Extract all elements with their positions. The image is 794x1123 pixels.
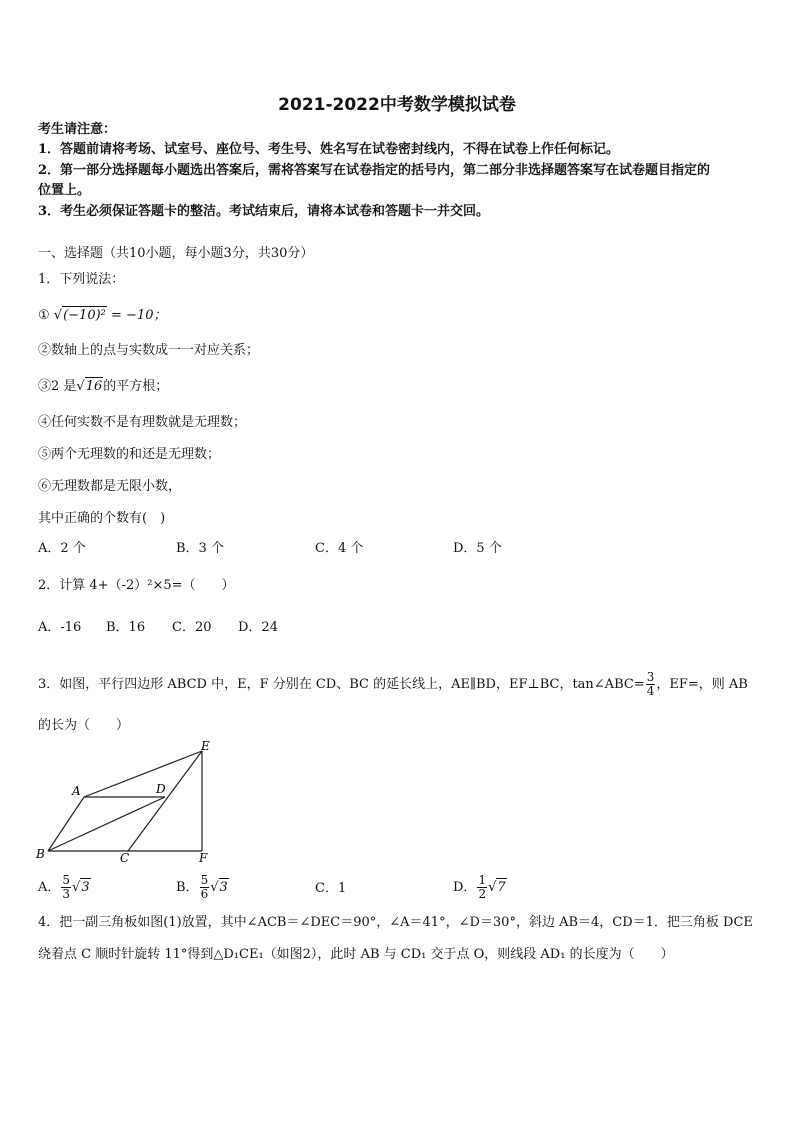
q4-line-1: 4．把一副三角板如图(1)放置，其中∠ACB＝∠DEC＝90°，∠A＝41°，∠D＝30°，斜边 AB＝4，CD＝1．把三角板 DCE	[38, 915, 753, 930]
q1-statement-1	[38, 306, 167, 325]
q1-s1-radicand: (−10)²	[63, 308, 106, 323]
q3-a-num: 5	[62, 873, 71, 887]
q3-stem	[38, 671, 748, 698]
radical-icon: √	[488, 880, 497, 895]
q1-s3-number: ③	[38, 379, 52, 394]
section-heading: 一、选择题（共10小题，每小题3分，共30分）	[38, 246, 314, 261]
q2-option-d[interactable]: D．24	[238, 620, 278, 635]
q3-option-d[interactable]	[453, 874, 507, 901]
label-a: A	[72, 784, 81, 798]
q3-b-letter: B．	[176, 880, 199, 895]
q2-option-c[interactable]: C．20	[172, 620, 212, 635]
q2-option-b[interactable]: B．16	[106, 620, 146, 635]
q3-a-den: 3	[62, 887, 71, 901]
q3-d-letter: D．	[453, 880, 477, 895]
notice-item-2: 2．第一部分选择题每小题选出答案后，需将答案写在试卷指定的括号内，第二部分非选择题答案写在试卷题目指定的	[38, 163, 711, 178]
q1-statement-3	[38, 377, 168, 396]
q3-c-text: 1	[337, 881, 347, 896]
q3-option-a[interactable]	[38, 874, 91, 901]
q3-c-letter: C．	[315, 881, 338, 896]
q1-statement-4	[38, 414, 246, 432]
q1-statement-5	[38, 446, 220, 464]
q3-a-fraction	[61, 874, 71, 901]
q3-d-den: 2	[478, 887, 487, 901]
q1-option-c[interactable]: C．4 个	[315, 541, 364, 556]
q1-option-d[interactable]: D．5 个	[453, 541, 502, 556]
label-d: D	[156, 782, 166, 796]
q3-d-num: 1	[478, 873, 487, 887]
q2-option-a[interactable]: A．-16	[38, 620, 82, 635]
q3-b-radicand: 3	[219, 880, 228, 895]
q2-stem: 2．计算 4+（-2）²×5=（ ）	[38, 578, 235, 593]
radical-icon: √	[76, 379, 85, 394]
q1-statement-6	[38, 478, 181, 496]
radical-icon: √	[53, 308, 63, 323]
q1-option-a[interactable]: A．2 个	[38, 541, 86, 556]
q3-a-letter: A．	[38, 880, 61, 895]
q1-option-b[interactable]: B．3 个	[176, 541, 224, 556]
q1-s4-text: 任何实数不是有理数就是无理数；	[51, 415, 247, 430]
q3-option-c[interactable]	[315, 880, 346, 898]
q1-s4-number: ④	[38, 415, 52, 430]
notice-item-3: 3．考生必须保证答题卡的整洁。考试结束后，请将本试卷和答题卡一并交回。	[38, 204, 490, 219]
q3-d-fraction	[477, 874, 487, 901]
q1-s6-text: 无理数都是无限小数，	[51, 479, 182, 494]
q3-b-fraction	[200, 874, 210, 901]
q3-option-b[interactable]	[176, 874, 229, 901]
label-c: C	[120, 851, 130, 865]
q1-ask: 其中正确的个数有( )	[38, 511, 166, 526]
radical-icon: √	[210, 880, 219, 895]
q1-s5-number: ⑤	[38, 447, 52, 462]
q1-s3-post: 的平方根；	[103, 379, 169, 394]
q1-s1-number: ①	[38, 308, 50, 323]
q1-s3-pre: 2 是	[51, 379, 77, 394]
q1-s3-radicand: 16	[85, 379, 103, 394]
q3-figure	[30, 738, 220, 866]
q3-stem-post: ，EF=，则 AB	[656, 677, 748, 692]
q1-s1-rest: = −10；	[111, 308, 167, 323]
label-e: E	[201, 739, 210, 753]
q3-tan-num: 3	[646, 670, 655, 684]
notice-heading: 考生请注意：	[38, 122, 117, 137]
q3-a-radicand: 3	[81, 880, 90, 895]
q1-s6-number: ⑥	[38, 479, 52, 494]
q3-tan-fraction	[646, 671, 656, 698]
notice-item-1: 1．答题前请将考场、试室号、座位号、考生号、姓名写在试卷密封线内，不得在试卷上作任何标记。	[38, 142, 620, 157]
q3-b-num: 5	[200, 873, 209, 887]
q1-s2-text: 数轴上的点与实数成一一对应关系；	[51, 343, 260, 358]
radical-icon: √	[72, 880, 81, 895]
q1-s2-number: ②	[38, 343, 52, 358]
label-f: F	[199, 851, 208, 865]
q3-b-den: 6	[200, 887, 209, 901]
q3-d-radicand: 7	[497, 880, 506, 895]
label-b: B	[36, 847, 45, 861]
q1-s5-text: 两个无理数的和还是无理数；	[51, 447, 221, 462]
q3-tan-den: 4	[646, 684, 655, 698]
q3-stem-pre: 3．如图，平行四边形 ABCD 中，E，F 分别在 CD、BC 的延长线上，AE∥BD，EF⊥BC，tan∠ABC=	[38, 677, 645, 692]
notice-item-2-cont: 位置上。	[38, 183, 91, 198]
q1-stem: 1．下列说法：	[38, 272, 125, 287]
q1-statement-2	[38, 342, 259, 360]
q3-stem-line2: 的长为（ ）	[38, 718, 130, 733]
q4-line-2: 绕着点 C 顺时针旋转 11°得到△D₁CE₁（如图2），此时 AB 与 CD₁ 交于点 O，则线段 AD₁ 的长度为（ ）	[38, 947, 674, 962]
page-title: 2021-2022中考数学模拟试卷	[278, 95, 516, 115]
